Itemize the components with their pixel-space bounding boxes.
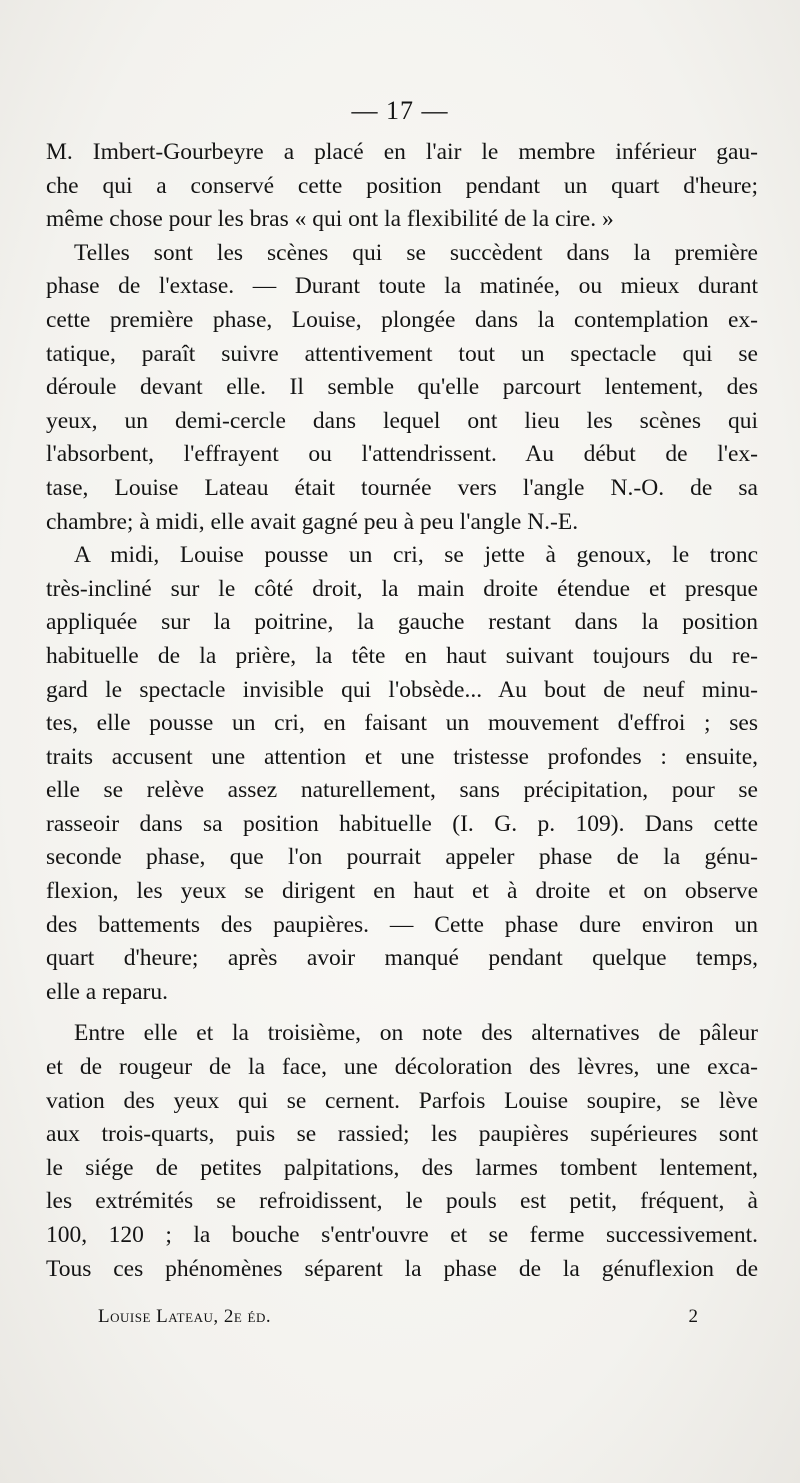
- text-line: les extrémités se refroidissent, le pouls est petit, fréquent, à: [46, 1188, 758, 1215]
- text-line: aux trois-quarts, puis se rassied; les paupières supérieures sont: [46, 1121, 758, 1148]
- running-title: Louise Lateau, 2e éd.: [98, 1306, 272, 1327]
- text-line: rasseoir dans sa position habituelle (I. G. p. 109). Dans cette: [46, 810, 758, 837]
- paragraph: [46, 237, 758, 539]
- paragraph: [46, 1017, 758, 1286]
- text-line: yeux, un demi-cercle dans lequel ont lieu les scènes qui: [46, 407, 758, 434]
- text-line: et de rougeur de la face, une décoloration des lèvres, une exca-: [46, 1054, 758, 1081]
- text-line: cette première phase, Louise, plongée dans la contemplation ex-: [46, 306, 758, 333]
- text-line: très-incliné sur le côté droit, la main droite étendue et presque: [46, 575, 758, 602]
- text-line: elle a reparu.: [46, 978, 168, 1005]
- text-line: flexion, les yeux se dirigent en haut et à droite et on observe: [46, 878, 758, 905]
- text-line: quart d'heure; après avoir manqué pendant quelque temps,: [46, 945, 758, 972]
- text-line: des battements des paupières. — Cette phase dure environ un: [46, 911, 758, 938]
- paragraph-gap: [46, 1009, 758, 1017]
- text-line: seconde phase, que l'on pourrait appeler phase de la génu-: [46, 844, 758, 871]
- text-line: chambre; à midi, elle avait gagné peu à peu l'angle N.-E.: [46, 508, 579, 535]
- paragraph: [46, 136, 758, 237]
- text-line: tes, elle pousse un cri, en faisant un mouvement d'effroi ; ses: [46, 710, 758, 737]
- text-line: appliquée sur la poitrine, la gauche restant dans la position: [46, 609, 758, 636]
- body-text: [46, 136, 758, 1286]
- text-line: 100, 120 ; la bouche s'entr'ouvre et se ferme successivement.: [46, 1222, 758, 1248]
- text-line: Tous ces phénomènes séparent la phase de la génuflexion de: [46, 1255, 758, 1282]
- text-line: Entre elle et la troisième, on note des alternatives de pâleur: [74, 1020, 758, 1047]
- page-footer: [98, 1306, 698, 1328]
- text-line: vation des yeux qui se cernent. Parfois Louise soupire, se lève: [46, 1087, 758, 1114]
- text-line: le siége de petites palpitations, des larmes tombent lentement,: [46, 1154, 758, 1181]
- signature-mark: 2: [688, 1306, 698, 1327]
- text-line: tase, Louise Lateau était tournée vers l'angle N.-O. de sa: [46, 474, 758, 501]
- text-line: M. Imbert-Gourbeyre a placé en l'air le membre inférieur gau-: [46, 139, 758, 165]
- text-line: A midi, Louise pousse un cri, se jette à genoux, le tronc: [74, 542, 758, 569]
- text-line: phase de l'extase. — Durant toute la matinée, ou mieux durant: [46, 273, 758, 300]
- text-line: l'absorbent, l'effrayent ou l'attendrissent. Au début de l'ex-: [46, 441, 758, 468]
- text-line: Telles sont les scènes qui se succèdent dans la première: [74, 239, 758, 266]
- text-line: gard le spectacle invisible qui l'obsède... Au bout de neuf minu-: [46, 676, 758, 703]
- page-number: — 17 —: [351, 96, 449, 125]
- text-line: traits accusent une attention et une tristesse profondes : ensuite,: [46, 743, 758, 770]
- text-line: habituelle de la prière, la tête en haut suivant toujours du re-: [46, 642, 758, 669]
- text-line: che qui a conservé cette position pendant un quart d'heure;: [46, 172, 758, 199]
- text-line: même chose pour les bras « qui ont la flexibilité de la cire. »: [46, 206, 614, 233]
- text-line: tatique, paraît suivre attentivement tout un spectacle qui se: [46, 340, 758, 367]
- paragraph: [46, 539, 758, 1009]
- text-line: elle se relève assez naturellement, sans précipitation, pour se: [46, 777, 758, 804]
- text-line: déroule devant elle. Il semble qu'elle parcourt lentement, des: [46, 374, 758, 401]
